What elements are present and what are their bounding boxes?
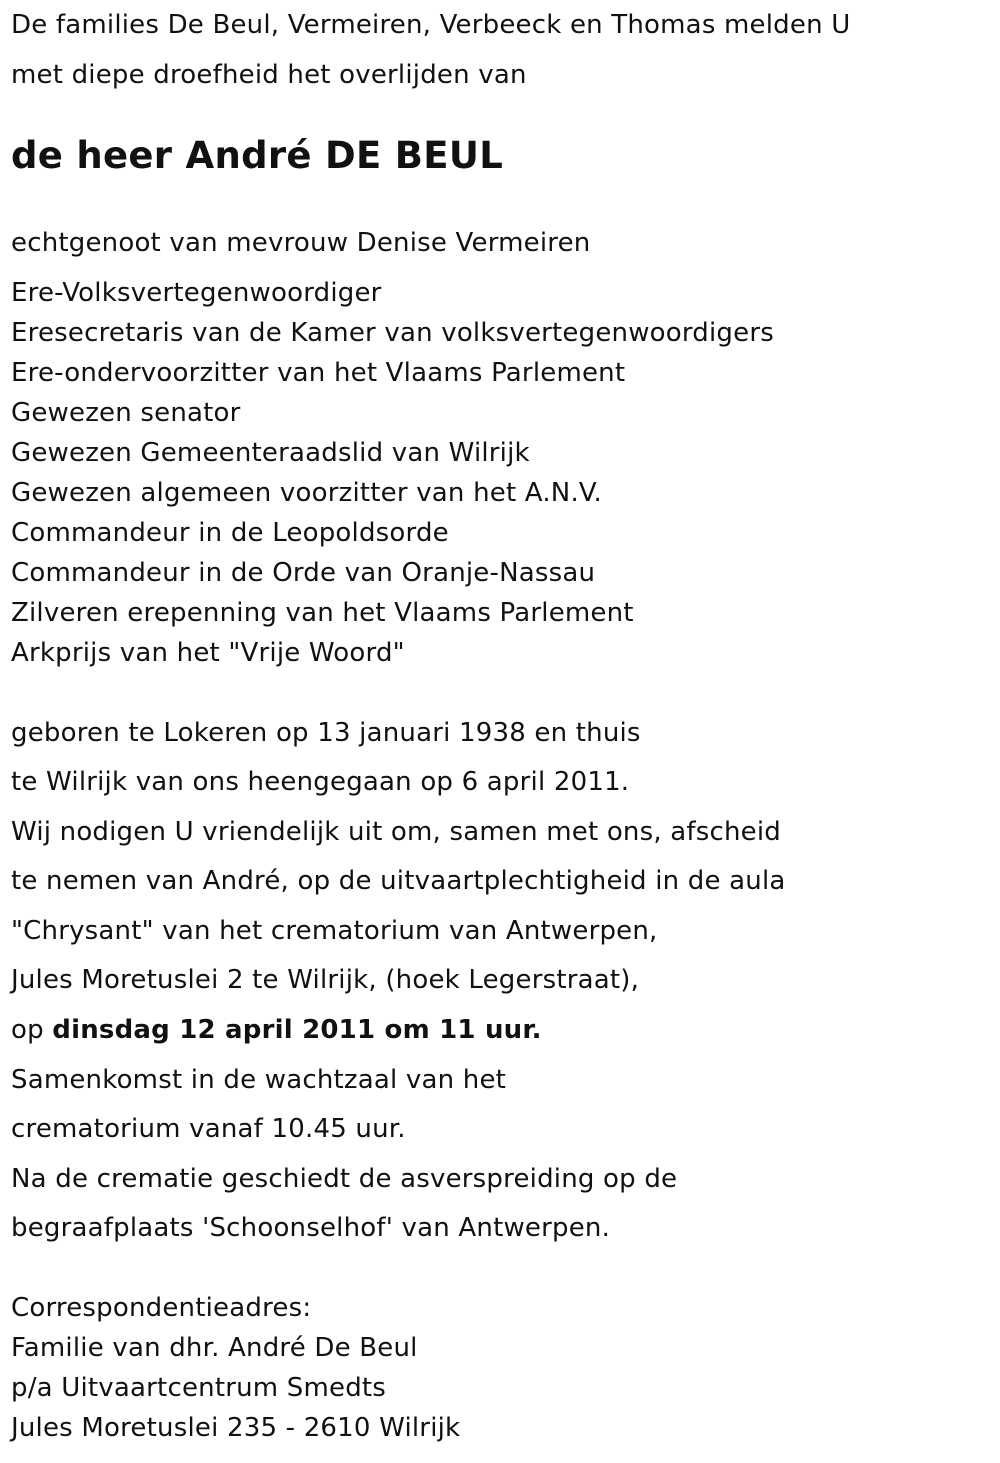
gathering-line-2: crematorium vanaf 10.45 uur. bbox=[11, 1114, 406, 1144]
ceremony-date-line bbox=[11, 1013, 542, 1047]
title-item: Gewezen algemeen voorzitter van het A.N.V. bbox=[11, 478, 603, 508]
correspondence-label: Correspondentieadres: bbox=[11, 1293, 312, 1323]
title-item: Ere-ondervoorzitter van het Vlaams Parlement bbox=[11, 358, 626, 388]
correspondence-line-1: Familie van dhr. André De Beul bbox=[11, 1333, 418, 1363]
ceremony-line-1: Wij nodigen U vriendelijk uit om, samen met ons, afscheid bbox=[11, 817, 782, 847]
title-item: Commandeur in de Leopoldsorde bbox=[11, 518, 449, 548]
title-item: Ere-Volksvertegenwoordiger bbox=[11, 278, 382, 308]
deceased-name: de heer André DE BEUL bbox=[11, 134, 504, 177]
birth-line: geboren te Lokeren op 13 januari 1938 en thuis bbox=[11, 718, 641, 748]
ceremony-date: dinsdag 12 april 2011 om 11 uur. bbox=[52, 1015, 542, 1045]
death-line: te Wilrijk van ons heengegaan op 6 april 2011. bbox=[11, 767, 630, 797]
title-item: Zilveren erepenning van het Vlaams Parlement bbox=[11, 598, 634, 628]
ashes-line-1: Na de crematie geschiedt de asverspreiding op de bbox=[11, 1164, 678, 1194]
gathering-line-1: Samenkomst in de wachtzaal van het bbox=[11, 1065, 507, 1095]
title-item: Commandeur in de Orde van Oranje-Nassau bbox=[11, 558, 596, 588]
ceremony-address: Jules Moretuslei 2 te Wilrijk, (hoek Legerstraat), bbox=[11, 965, 640, 995]
ashes-line-2: begraafplaats 'Schoonselhof' van Antwerpen. bbox=[11, 1213, 611, 1243]
intro-line-2: met diepe droefheid het overlijden van bbox=[11, 60, 527, 90]
spouse-line: echtgenoot van mevrouw Denise Vermeiren bbox=[11, 228, 591, 258]
title-item: Eresecretaris van de Kamer van volksvertegenwoordigers bbox=[11, 318, 774, 348]
date-prefix: op bbox=[11, 1015, 53, 1045]
correspondence-line-3: Jules Moretuslei 235 - 2610 Wilrijk bbox=[11, 1413, 461, 1443]
correspondence-line-2: p/a Uitvaartcentrum Smedts bbox=[11, 1373, 387, 1403]
title-item: Arkprijs van het "Vrije Woord" bbox=[11, 638, 405, 668]
title-item: Gewezen Gemeenteraadslid van Wilrijk bbox=[11, 438, 530, 468]
ceremony-line-2: te nemen van André, op de uitvaartplechtigheid in de aula bbox=[11, 866, 786, 896]
ceremony-line-3: "Chrysant" van het crematorium van Antwerpen, bbox=[11, 916, 658, 946]
intro-line-1: De families De Beul, Vermeiren, Verbeeck en Thomas melden U bbox=[11, 10, 851, 40]
title-item: Gewezen senator bbox=[11, 398, 241, 428]
